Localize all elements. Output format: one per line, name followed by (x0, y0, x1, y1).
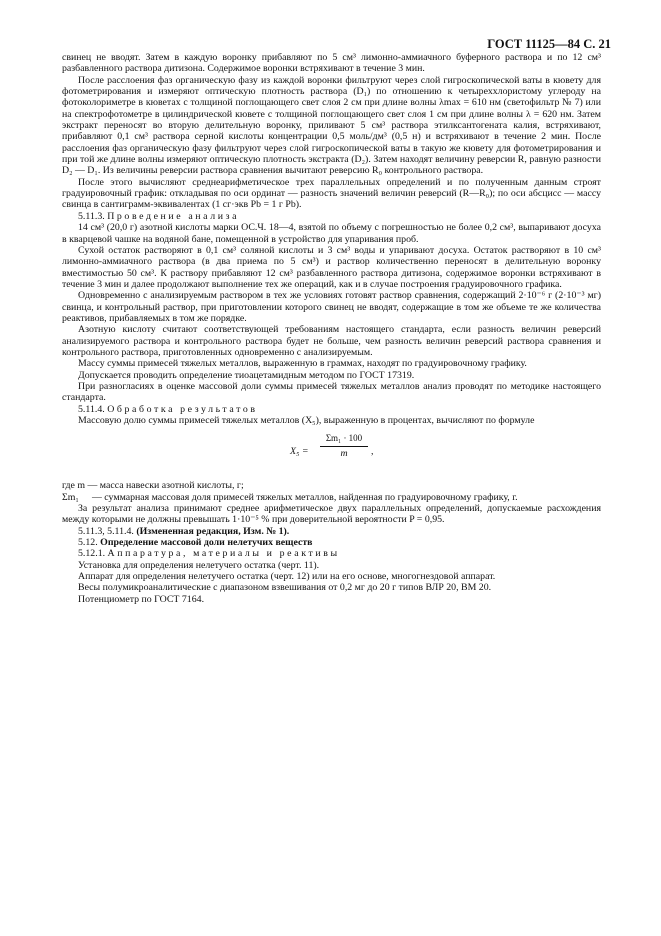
formula-denominator: m (340, 447, 348, 459)
paragraph: Массу суммы примесей тяжелых металлов, выраженную в граммах, находят по градуировочному графику. (78, 358, 527, 370)
amendment-note (62, 526, 601, 537)
section-heading-5-11-3 (62, 211, 601, 222)
paragraph: Одновременно с анализируемым раствором в тех же условиях готовят раствор сравнения, содержащий 2·10⁻⁶ г (2·10⁻³ мг) свинца, и контрольный раствор, при приготовлении которого свинец не вводят, содержащие в том же объеме те же количества реактивов, прибавляемых в том же порядке. (62, 290, 601, 324)
formula (62, 433, 601, 473)
page-header: ГОСТ 11125—84 С. 21 (487, 37, 611, 51)
paragraph: Установка для определения нелетучего остатка (черт. 11). (78, 559, 320, 571)
formula-numerator: Σm₁ · 100 (320, 433, 368, 446)
document-body (62, 52, 601, 605)
amendment-text: (Измененная редакция, Изм. № 1). (136, 525, 290, 537)
paragraph: За результат анализа принимают среднее арифметическое двух параллельных определений, допускаемые расхождения между которыми не должны превышать 1·10⁻⁵ % при доверительной вероятности P = 0,95. (62, 503, 601, 526)
formula-fraction (320, 433, 368, 459)
definition-text: — суммарная массовая доля примесей тяжелых металлов, найденная по градуировочному графику, г. (92, 491, 518, 503)
section-title: Проведение анализа (107, 210, 240, 222)
formula-lhs: X₅ = (290, 446, 309, 458)
paragraph: При разногласиях в оценке массовой доли суммы примесей тяжелых металлов анализ проводят по методике настоящего стандарта. (62, 380, 601, 404)
paragraph: свинец не вводят. Затем в каждую воронку прибавляют по 5 см³ лимонно-аммиачного буферного раствора и по 12 см³ разбавленного раствора дитизона. Содержимое воронки встряхивают в течение 3 мин. (62, 52, 601, 75)
definition-symbol: Σm₁ (62, 491, 79, 503)
paragraph: Азотную кислоту считают соответствующей требованиям настоящего стандарта, если разность величин реверсий анализируемого раствора и контрольного раствора будет не больше, чем разность величин реверсий раствора сравнения и контрольного раствора, приготовленных одновременно с анализируемым. (62, 324, 601, 358)
paragraph: Сухой остаток растворяют в 0,1 см³ соляной кислоты и 3 см³ воды и упаривают досуха. Остаток растворяют в 10 см³ лимонно-аммиачного раствора (в два приема по 5 см³) и раствор количественно переносят в делительную воронку вместимостью 50 см³. К раствору прибавляют 12 см³ разбавленного раствора дитизона, содержимое воронки встряхивают в течение 3 мин и далее продолжают выполнение тех же операций, как и в случае построения градуировочного графика. (62, 244, 601, 290)
paragraph: Потенциометр по ГОСТ 7164. (78, 593, 205, 605)
definition-row (62, 492, 601, 503)
paragraph: Массовую долю суммы примесей тяжелых металлов (X₅), выраженную в процентах, вычисляют по формуле (78, 415, 535, 426)
section-title: Обработка результатов (107, 403, 258, 415)
paragraph: Аппарат для определения нелетучего остатка (черт. 12) или на его основе, многогнездовой аппарат. (78, 571, 496, 583)
section-heading-5-12 (62, 537, 601, 548)
paragraph: Допускается проводить определение тиоацетамидным методом по ГОСТ 17319. (78, 369, 415, 381)
section-heading-5-11-4 (62, 404, 601, 415)
section-number: 5.11.3. (78, 210, 105, 222)
paragraph: где m — масса навески азотной кислоты, г; (62, 480, 244, 492)
paragraph: Весы полумикроаналитические с диапазоном взвешивания от 0,2 мг до 20 г типов ВЛР 20, ВМ 20. (78, 582, 492, 594)
section-title: Определение массовой доли нелетучих веществ (100, 537, 313, 549)
section-title: Аппаратура, материалы и реактивы (107, 548, 340, 560)
amendment-sections: 5.11.3, 5.11.4. (78, 525, 134, 537)
section-number: 5.12. (78, 537, 98, 549)
formula-tail: , (371, 446, 374, 458)
section-heading-5-12-1 (62, 548, 601, 559)
paragraph: После этого вычисляют среднеарифметическое трех параллельных определений и по полученным данным строят градуировочный график: откладывая по оси ординат — разность значений величин реверсий (R—R₀); по оси абсцисс — массу свинца в сантиграмм-эквивалентах (1 сг·экв Pb = 1 г Pb). (62, 176, 601, 211)
paragraph: После расслоения фаз органическую фазу из каждой воронки фильтруют через слой гигроскопической ваты в кювету для фотометрирования и измеряют оптическую плотность раствора (D₁) по отношению к четыреххлористому углероду на фотоколориметре в кюветах с толщиной поглощающего свет слоя 2 см при длине волны λmax = 610 нм (светофильтр № 7) или на спектрофотометре в цилиндрической кювете с толщиной поглощающего свет слоя 1 см при длине волны λ = 620 нм. Затем экстракт переносят во вторую делительную воронку, приливают 5 см³ раствора этилксантогената калия, встряхивают, прибавляют 0,1 см³ раствора серной кислоты концентрации 0,5 моль/дм³ (0,5 н) и встряхивают в течение 2 мин. После расслоения фаз органическую фазу фильтруют через слой гигроскопической ваты в такую же кювету для фотометрирования и при той же длине волны измеряют оптическую плотность экстракта (D₂). Затем находят величину реверсии R, равную разности D₂ — D₁. Из величины реверсии раствора сравнения вычитают реверсию R₀ контрольного раствора. (62, 74, 601, 177)
paragraph: 14 см³ (20,0 г) азотной кислоты марки ОС.Ч. 18—4, взятой по объему с погрешностью не более 0,2 см³, выпаривают досуха в кварцевой чашке на водяной бане, помещенной в устройство для упаривания проб. (62, 222, 601, 245)
section-number: 5.11.4. (78, 403, 105, 415)
section-number: 5.12.1. (78, 548, 106, 560)
